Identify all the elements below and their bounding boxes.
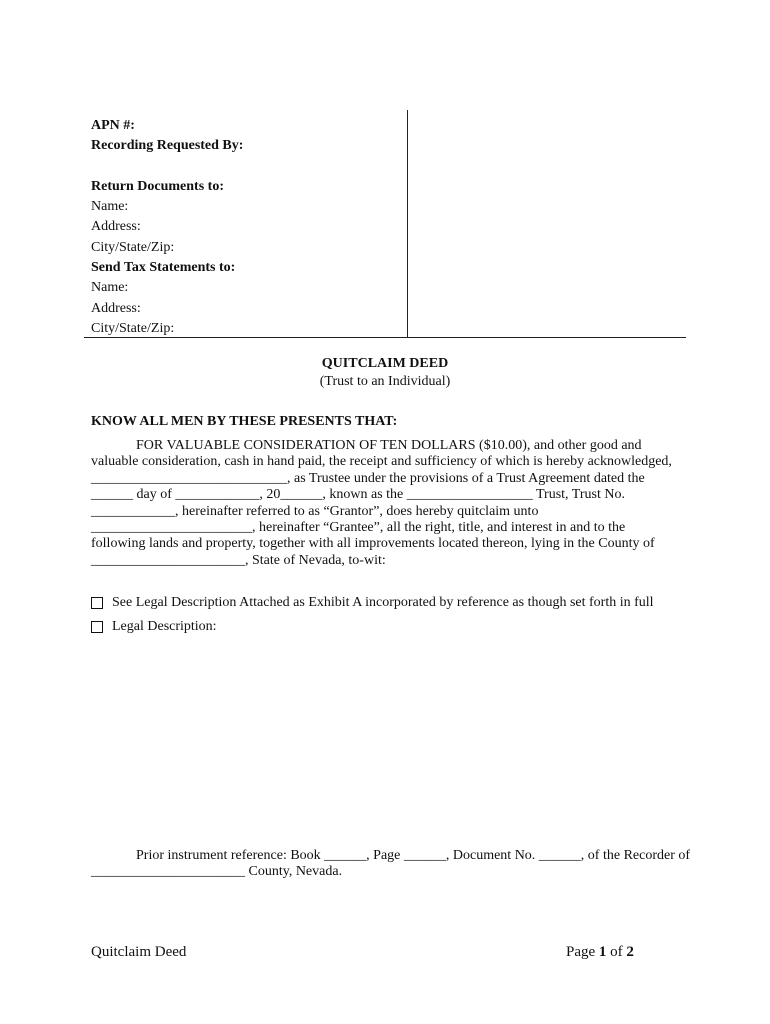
grant-paragraph bbox=[91, 438, 672, 569]
option-label: See Legal Description Attached as Exhibit A incorporated by reference as though set forth in full bbox=[112, 595, 654, 610]
apn-label: APN #: bbox=[91, 118, 135, 133]
return-documents-label: Return Documents to: bbox=[91, 178, 224, 194]
page-total: 2 bbox=[626, 944, 634, 960]
return-city-field[interactable]: City/State/Zip: bbox=[91, 239, 175, 255]
body-line: ______________________, State of Nevada, to-wit: bbox=[91, 552, 386, 568]
page-prefix: Page bbox=[566, 944, 599, 960]
option-label: Legal Description: bbox=[112, 619, 217, 634]
spacer bbox=[91, 157, 243, 177]
recording-requested-by-label: Recording Requested By: bbox=[91, 138, 244, 154]
return-address-field[interactable]: Address: bbox=[91, 219, 141, 235]
body-line: valuable consideration, cash in hand paid, the receipt and sufficiency of which is hereby acknowledged, bbox=[91, 454, 672, 470]
body-line: ______ day of ____________, 20______, known as the __________________ Trust, Trust No. bbox=[91, 487, 625, 503]
header-horizontal-divider bbox=[84, 337, 686, 338]
know-all-heading: KNOW ALL MEN BY THESE PRESENTS THAT: bbox=[91, 414, 398, 429]
document-subtitle: (Trust to an Individual) bbox=[319, 374, 451, 389]
body-line: ____________, hereinafter referred to as “Grantor”, does hereby quitclaim unto bbox=[91, 503, 539, 519]
body-line: FOR VALUABLE CONSIDERATION OF TEN DOLLARS ($10.00), and other good and bbox=[136, 438, 642, 453]
checkbox[interactable] bbox=[91, 597, 103, 609]
send-tax-statements-label: Send Tax Statements to: bbox=[91, 260, 236, 276]
return-name-field[interactable]: Name: bbox=[91, 199, 129, 215]
option-legal-description[interactable] bbox=[91, 619, 217, 635]
checkbox[interactable] bbox=[91, 621, 103, 633]
prior-reference-line1: Prior instrument reference: Book ______, Page ______, Document No. ______, of the Recorder of bbox=[136, 848, 691, 863]
body-line: ____________________________, as Trustee under the provisions of a Trust Agreement dated the bbox=[91, 470, 645, 486]
body-line: following lands and property, together with all improvements located thereon, lying in the County of bbox=[91, 536, 655, 552]
header-vertical-divider bbox=[407, 110, 408, 338]
recording-header bbox=[91, 116, 243, 339]
tax-address-field[interactable]: Address: bbox=[91, 300, 141, 316]
option-exhibit-a[interactable] bbox=[91, 595, 654, 611]
prior-reference-line2: ______________________ County, Nevada. bbox=[91, 864, 343, 879]
page-current: 1 bbox=[598, 944, 607, 960]
footer-page-number bbox=[566, 944, 634, 961]
document-title: QUITCLAIM DEED bbox=[321, 356, 449, 371]
page-of: of bbox=[606, 944, 627, 960]
tax-name-field[interactable]: Name: bbox=[91, 280, 129, 296]
footer-document-name: Quitclaim Deed bbox=[91, 944, 187, 960]
body-line: _______________________, hereinafter “Grantee”, all the right, title, and interest in and to the bbox=[91, 520, 626, 536]
tax-city-field[interactable]: City/State/Zip: bbox=[91, 320, 175, 336]
